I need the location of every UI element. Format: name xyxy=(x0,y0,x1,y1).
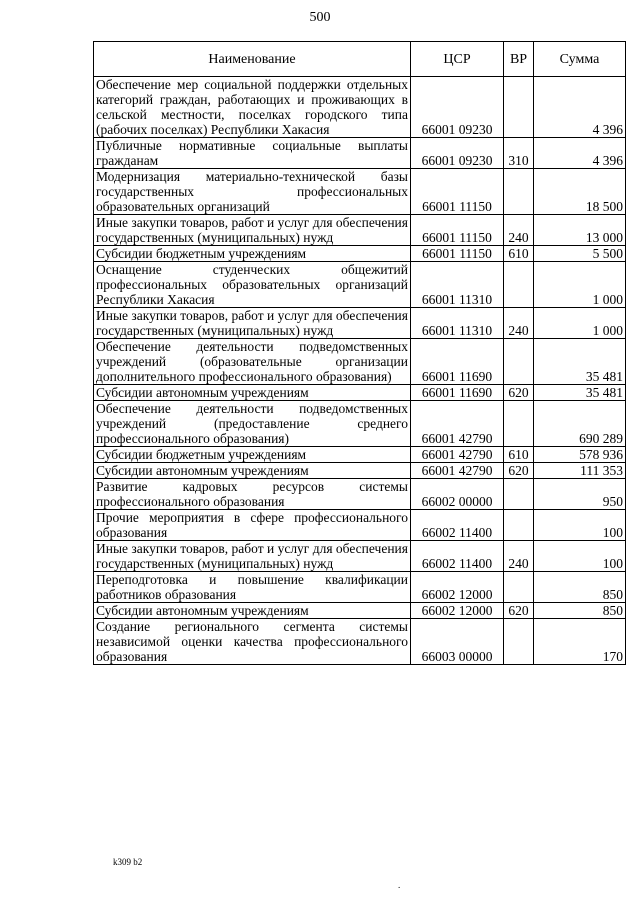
cell-csr: 66001 42790 xyxy=(411,463,504,479)
cell-sum: 13 000 xyxy=(534,215,626,246)
table-row xyxy=(94,619,626,665)
cell-name: Переподготовка и повышение квалификации работников образования xyxy=(94,572,411,603)
cell-csr: 66001 11310 xyxy=(411,262,504,308)
cell-sum: 950 xyxy=(534,479,626,510)
cell-vr xyxy=(504,510,534,541)
cell-csr: 66003 00000 xyxy=(411,619,504,665)
cell-csr: 66001 11150 xyxy=(411,169,504,215)
cell-name: Субсидии бюджетным учреждениям xyxy=(94,246,411,262)
cell-name: Создание регионального сегмента системы независимой оценки качества профессионального образования xyxy=(94,619,411,665)
cell-name: Модернизация материально-технической базы государственных профессиональных образовательных организаций xyxy=(94,169,411,215)
cell-name: Иные закупки товаров, работ и услуг для обеспечения государственных (муниципальных) нужд xyxy=(94,308,411,339)
cell-sum: 4 396 xyxy=(534,138,626,169)
cell-vr xyxy=(504,77,534,138)
cell-vr xyxy=(504,572,534,603)
cell-sum: 578 936 xyxy=(534,447,626,463)
cell-vr: 240 xyxy=(504,541,534,572)
table-row xyxy=(94,308,626,339)
table-header-row xyxy=(94,42,626,77)
cell-csr: 66001 11150 xyxy=(411,215,504,246)
budget-table xyxy=(93,41,626,665)
cell-vr: 610 xyxy=(504,246,534,262)
table-row xyxy=(94,510,626,541)
table-row xyxy=(94,169,626,215)
cell-vr xyxy=(504,479,534,510)
table-row xyxy=(94,339,626,385)
table-row xyxy=(94,479,626,510)
cell-vr xyxy=(504,619,534,665)
cell-vr: 240 xyxy=(504,308,534,339)
table-row xyxy=(94,385,626,401)
cell-csr: 66001 09230 xyxy=(411,77,504,138)
cell-sum: 18 500 xyxy=(534,169,626,215)
cell-sum: 170 xyxy=(534,619,626,665)
cell-vr xyxy=(504,262,534,308)
table-body xyxy=(94,77,626,665)
cell-vr: 310 xyxy=(504,138,534,169)
cell-csr: 66002 12000 xyxy=(411,603,504,619)
footer-mark: . xyxy=(398,880,401,890)
table-row xyxy=(94,572,626,603)
cell-sum: 35 481 xyxy=(534,385,626,401)
cell-name: Иные закупки товаров, работ и услуг для обеспечения государственных (муниципальных) нужд xyxy=(94,215,411,246)
header-vr: ВР xyxy=(504,42,534,77)
cell-csr: 66001 11690 xyxy=(411,385,504,401)
cell-sum: 850 xyxy=(534,603,626,619)
table-row xyxy=(94,401,626,447)
cell-sum: 5 500 xyxy=(534,246,626,262)
cell-name: Субсидии автономным учреждениям xyxy=(94,385,411,401)
cell-vr: 610 xyxy=(504,447,534,463)
cell-vr xyxy=(504,339,534,385)
cell-csr: 66002 12000 xyxy=(411,572,504,603)
cell-sum: 690 289 xyxy=(534,401,626,447)
cell-name: Развитие кадровых ресурсов системы профессионального образования xyxy=(94,479,411,510)
cell-csr: 66001 42790 xyxy=(411,447,504,463)
cell-vr xyxy=(504,401,534,447)
cell-vr: 620 xyxy=(504,463,534,479)
cell-name: Обеспечение мер социальной поддержки отдельных категорий граждан, работающих и проживающих в сельской местности, поселках городского типа (рабочих поселках) Республики Хакасия xyxy=(94,77,411,138)
cell-csr: 66001 09230 xyxy=(411,138,504,169)
cell-csr: 66001 42790 xyxy=(411,401,504,447)
table-row xyxy=(94,246,626,262)
cell-sum: 100 xyxy=(534,510,626,541)
cell-name: Субсидии автономным учреждениям xyxy=(94,463,411,479)
cell-vr xyxy=(504,169,534,215)
cell-name: Обеспечение деятельности подведомственных учреждений (образовательные организации дополнительного профессионального образования) xyxy=(94,339,411,385)
cell-name: Обеспечение деятельности подведомственных учреждений (предоставление среднего профессионального образования) xyxy=(94,401,411,447)
table-row xyxy=(94,603,626,619)
cell-sum: 850 xyxy=(534,572,626,603)
cell-name: Иные закупки товаров, работ и услуг для обеспечения государственных (муниципальных) нужд xyxy=(94,541,411,572)
table-row xyxy=(94,215,626,246)
cell-sum: 1 000 xyxy=(534,262,626,308)
cell-csr: 66001 11150 xyxy=(411,246,504,262)
cell-vr: 620 xyxy=(504,603,534,619)
cell-sum: 35 481 xyxy=(534,339,626,385)
cell-name: Прочие мероприятия в сфере профессионального образования xyxy=(94,510,411,541)
table-row xyxy=(94,77,626,138)
cell-vr: 240 xyxy=(504,215,534,246)
cell-sum: 100 xyxy=(534,541,626,572)
cell-sum: 111 353 xyxy=(534,463,626,479)
cell-csr: 66001 11690 xyxy=(411,339,504,385)
cell-vr: 620 xyxy=(504,385,534,401)
header-name: Наименование xyxy=(94,42,411,77)
cell-name: Субсидии бюджетным учреждениям xyxy=(94,447,411,463)
cell-csr: 66001 11310 xyxy=(411,308,504,339)
header-sum: Сумма xyxy=(534,42,626,77)
table-row xyxy=(94,541,626,572)
cell-sum: 1 000 xyxy=(534,308,626,339)
table-row xyxy=(94,463,626,479)
cell-csr: 66002 11400 xyxy=(411,510,504,541)
footer-code: k309 b2 xyxy=(113,857,143,867)
cell-name: Субсидии автономным учреждениям xyxy=(94,603,411,619)
table-row xyxy=(94,138,626,169)
cell-sum: 4 396 xyxy=(534,77,626,138)
cell-csr: 66002 00000 xyxy=(411,479,504,510)
cell-csr: 66002 11400 xyxy=(411,541,504,572)
cell-name: Оснащение студенческих общежитий профессиональных образовательных организаций Республики Хакасия xyxy=(94,262,411,308)
page-number: 500 xyxy=(309,10,331,25)
header-csr: ЦСР xyxy=(411,42,504,77)
table-row xyxy=(94,447,626,463)
table-row xyxy=(94,262,626,308)
cell-name: Публичные нормативные социальные выплаты гражданам xyxy=(94,138,411,169)
